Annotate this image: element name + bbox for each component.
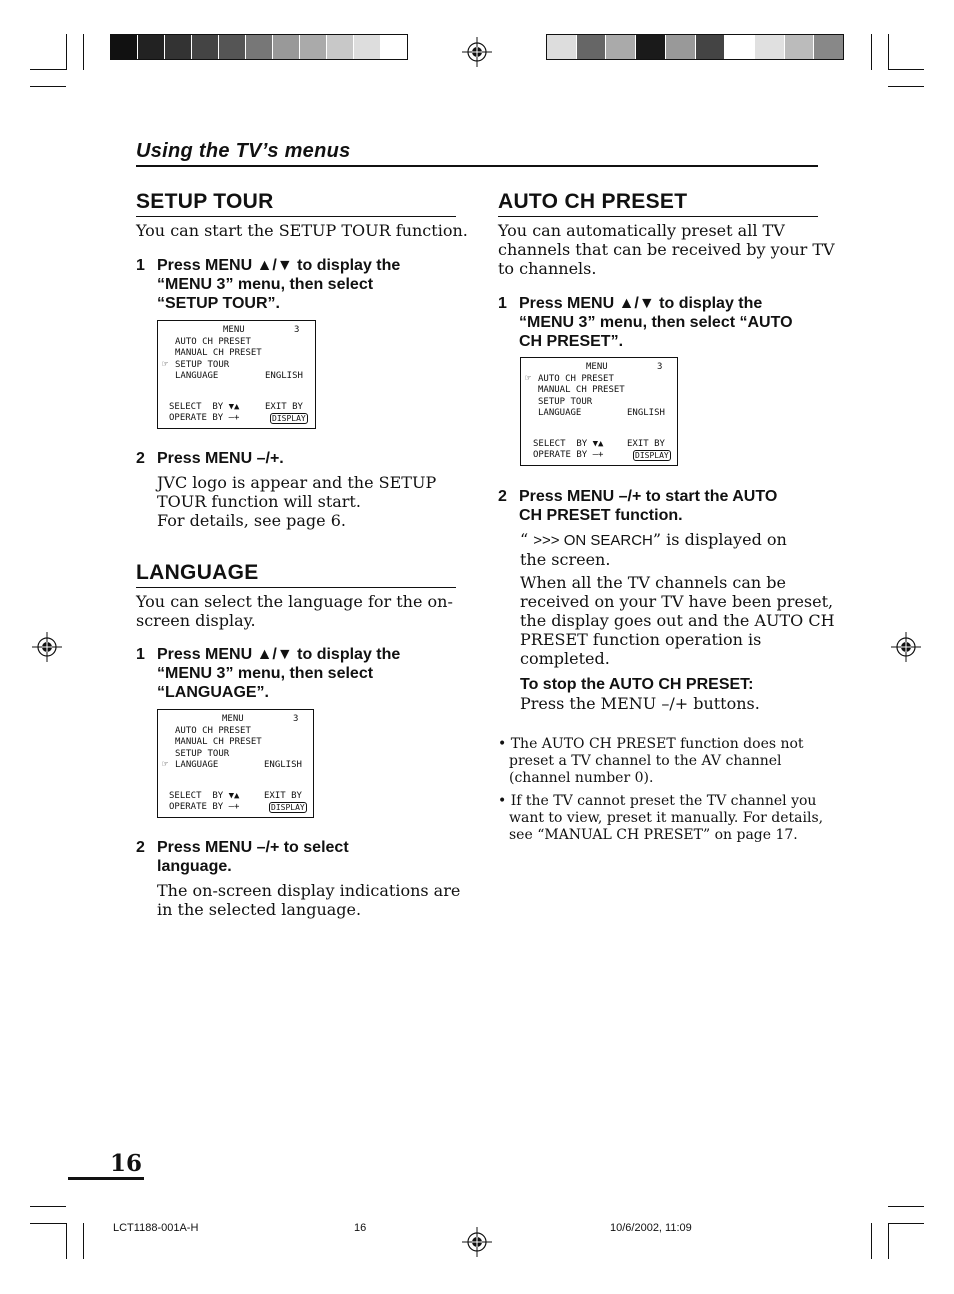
language-intro [136, 592, 453, 630]
body-line: JVC logo is appear and the SETUP [157, 473, 437, 492]
display-button-icon: DISPLAY [271, 803, 305, 812]
step-number: 2 [136, 450, 145, 467]
calibration-bar-left [110, 34, 408, 60]
osd-operate-hint: OPERATE BY –+ [169, 802, 240, 812]
calibration-swatch [785, 35, 815, 59]
body-line: the display goes out and the AUTO CH [520, 611, 835, 630]
osd-menu-auto-ch-preset [520, 357, 678, 466]
step-line: Press MENU –/+. [157, 450, 284, 467]
osd-exit-hint: EXIT BY [264, 791, 302, 801]
language-rule [136, 587, 456, 588]
registration-mark-icon [891, 632, 921, 662]
setup-tour-step-1 [136, 256, 456, 313]
step-line: Press MENU ▲/▼ to display the [157, 646, 401, 663]
osd-item-value: ENGLISH [265, 371, 303, 381]
body-line: channels that can be received by your TV [498, 240, 835, 259]
body-line: to channels. [498, 259, 597, 278]
step-line: “MENU 3” menu, then select [157, 665, 374, 682]
calibration-swatch [354, 35, 381, 59]
calibration-swatch [138, 35, 165, 59]
registration-mark-icon [462, 37, 492, 67]
osd-exit-hint: EXIT BY [265, 402, 303, 412]
body-line: in the selected language. [157, 900, 362, 919]
osd-item: MANUAL CH PRESET [538, 385, 625, 395]
osd-select-hint: SELECT BY ▼▲ [533, 439, 604, 449]
page-header-title: Using the TV’s menus [136, 140, 351, 162]
step-number: 1 [498, 295, 507, 312]
on-search-indicator: >>> ON SEARCH [533, 532, 653, 549]
osd-item: SETUP TOUR [538, 397, 593, 407]
calibration-swatch [165, 35, 192, 59]
calibration-swatch [219, 35, 246, 59]
note-av-channel [498, 736, 804, 787]
body-text: ” is displayed on [652, 530, 787, 549]
body-line: TOUR function will start. [157, 492, 361, 511]
calibration-swatch [814, 35, 843, 59]
osd-item: SETUP TOUR [175, 749, 230, 759]
stop-auto-ch-preset-title: To stop the AUTO CH PRESET: [520, 676, 754, 693]
auto-ch-preset-title: AUTO CH PRESET [498, 190, 688, 213]
osd-item: LANGUAGE [175, 371, 219, 381]
step-number: 2 [498, 488, 507, 505]
body-line: You can automatically preset all TV [498, 221, 785, 240]
osd-menu-number: 3 [294, 325, 300, 335]
step-number: 1 [136, 257, 145, 274]
osd-menu-label: MENU [222, 714, 244, 724]
note-line: • If the TV cannot preset the TV channel you [498, 793, 817, 809]
step-line: CH PRESET”. [519, 333, 624, 350]
language-step-2-body [157, 881, 460, 919]
note-line: want to view, preset it manually. For details, [509, 810, 824, 826]
body-line: When all the TV channels can be [520, 573, 786, 592]
display-button-icon: DISPLAY [272, 414, 306, 423]
calibration-swatch [327, 35, 354, 59]
auto-ch-preset-search-text [520, 530, 787, 569]
step-number: 2 [136, 839, 145, 856]
step-line: Press MENU –/+ to select [157, 839, 349, 856]
step-line: Press MENU ▲/▼ to display the [519, 295, 763, 312]
osd-menu-setup-tour [157, 320, 316, 429]
osd-operate-hint: OPERATE BY –+ [169, 413, 240, 423]
setup-tour-step-2 [136, 449, 284, 468]
pointer-hand-icon: ☞ [525, 373, 532, 384]
step-line: “MENU 3” menu, then select [157, 276, 374, 293]
body-line: received on your TV have been preset, [520, 592, 834, 611]
osd-operate-hint: OPERATE BY –+ [533, 450, 604, 460]
auto-ch-preset-step-2 [498, 487, 828, 525]
calibration-bar-right [546, 34, 844, 60]
calibration-swatch [300, 35, 327, 59]
auto-ch-preset-step-1 [498, 294, 828, 351]
body-line: The on-screen display indications are [157, 881, 461, 900]
osd-select-hint: SELECT BY ▼▲ [169, 402, 240, 412]
osd-item: AUTO CH PRESET [175, 337, 251, 347]
osd-item: MANUAL CH PRESET [175, 737, 262, 747]
note-line: see “MANUAL CH PRESET” on page 17. [509, 827, 798, 843]
calibration-swatch [246, 35, 273, 59]
setup-tour-intro: You can start the SETUP TOUR function. [136, 221, 468, 240]
osd-item-selected: AUTO CH PRESET [538, 374, 614, 384]
language-step-1 [136, 645, 456, 702]
language-title: LANGUAGE [136, 561, 259, 584]
osd-item-selected: SETUP TOUR [175, 360, 230, 370]
body-line: PRESET function operation is [520, 630, 762, 649]
osd-menu-number: 3 [293, 714, 299, 724]
calibration-swatch [111, 35, 138, 59]
language-step-2 [136, 838, 456, 876]
stop-auto-ch-preset-text: Press the MENU –/+ buttons. [520, 694, 760, 713]
pointer-hand-icon: ☞ [162, 359, 169, 370]
note-line: • The AUTO CH PRESET function does not [498, 736, 804, 752]
pointer-hand-icon: ☞ [162, 759, 169, 770]
body-text: “ [520, 530, 534, 549]
calibration-swatch [577, 35, 607, 59]
setup-tour-title: SETUP TOUR [136, 190, 274, 213]
calibration-swatch [755, 35, 785, 59]
osd-menu-language [157, 709, 314, 818]
calibration-swatch [696, 35, 726, 59]
page-number-rule [68, 1177, 144, 1180]
page-number: 16 [110, 1150, 143, 1177]
osd-item-value: ENGLISH [264, 760, 302, 770]
setup-tour-rule [136, 216, 456, 217]
step-number: 1 [136, 646, 145, 663]
calibration-swatch [666, 35, 696, 59]
footer-date: 10/6/2002, 11:09 [610, 1222, 692, 1234]
footer-doc-code: LCT1188-001A-H [113, 1222, 199, 1234]
osd-exit-hint: EXIT BY [627, 439, 665, 449]
step-line: Press MENU ▲/▼ to display the [157, 257, 401, 274]
auto-ch-preset-intro [498, 221, 835, 278]
auto-ch-preset-completion-text [520, 573, 835, 668]
osd-item-value: ENGLISH [627, 408, 665, 418]
note-line: preset a TV channel to the AV channel [509, 753, 782, 769]
body-line: For details, see page 6. [157, 511, 346, 530]
step-line: CH PRESET function. [519, 507, 683, 524]
calibration-swatch [606, 35, 636, 59]
body-line: completed. [520, 649, 610, 668]
step-line: language. [157, 858, 232, 875]
calibration-swatch [636, 35, 666, 59]
step-line: “LANGUAGE”. [157, 684, 269, 701]
setup-tour-step-2-body [157, 473, 436, 530]
display-button-icon: DISPLAY [635, 451, 669, 460]
note-line: (channel number 0). [509, 770, 654, 786]
footer-page: 16 [354, 1222, 367, 1234]
registration-mark-icon [32, 632, 62, 662]
step-line: “SETUP TOUR”. [157, 295, 280, 312]
osd-item: LANGUAGE [538, 408, 582, 418]
calibration-swatch [192, 35, 219, 59]
calibration-swatch [381, 35, 407, 59]
osd-menu-label: MENU [586, 362, 608, 372]
body-line: the screen. [520, 550, 611, 569]
osd-item: MANUAL CH PRESET [175, 348, 262, 358]
osd-select-hint: SELECT BY ▼▲ [169, 791, 240, 801]
calibration-swatch [273, 35, 300, 59]
osd-menu-label: MENU [223, 325, 245, 335]
step-line: Press MENU –/+ to start the AUTO [519, 488, 778, 505]
osd-menu-number: 3 [657, 362, 663, 372]
note-manual-preset [498, 793, 823, 844]
step-line: “MENU 3” menu, then select “AUTO [519, 314, 793, 331]
body-line: screen display. [136, 611, 256, 630]
header-rule [136, 165, 818, 167]
registration-mark-icon [462, 1227, 492, 1257]
calibration-swatch [547, 35, 577, 59]
auto-ch-preset-rule [498, 216, 818, 217]
body-line: You can select the language for the on- [136, 592, 453, 611]
osd-item-selected: LANGUAGE [175, 760, 219, 770]
osd-item: AUTO CH PRESET [175, 726, 251, 736]
calibration-swatch [725, 35, 755, 59]
